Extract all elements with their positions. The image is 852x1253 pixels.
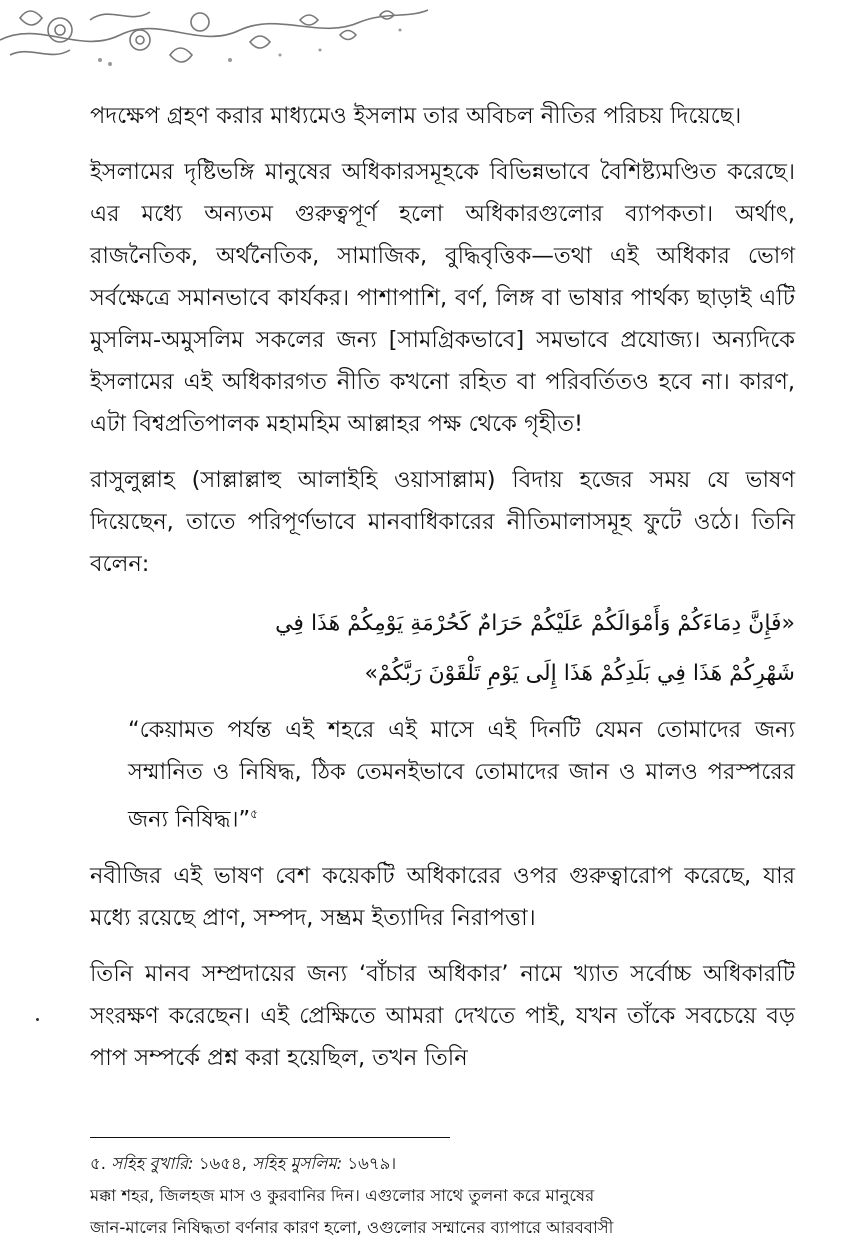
page-body bbox=[90, 95, 795, 1093]
footnotes bbox=[90, 1148, 800, 1244]
paragraph-4: নবীজির এই ভাষণ বেশ কয়েকটি অধিকারের ওপর গুরুত্বারোপ করেছে, যার মধ্যে রয়েছে প্রাণ, সম্পদ, সম্ভ্রম ইত্যাদির নিরাপত্তা। bbox=[90, 862, 795, 931]
footnote-number: ৫. bbox=[90, 1154, 106, 1173]
quote-text: “কেয়ামত পর্যন্ত এই শহরে এই মাসে এই দিনটি যেমন তোমাদের জন্য সম্মানিত ও নিষিদ্ধ, ঠিক তেমনইভাবে তোমাদের জান ও মালও পরস্পরের জন্য নিষিদ্ধ।” bbox=[128, 717, 795, 833]
arabic-line-2: شَهْرِكُمْ هَذَا فِي بَلَدِكُمْ هَذَا إِلَى يَوْمِ تَلْقَوْنَ رَبَّكُمْ» bbox=[364, 661, 795, 686]
footnote-num-2: ১৬৭৯। bbox=[347, 1154, 397, 1173]
footnote-num-1: ১৬৫৪, bbox=[198, 1154, 247, 1173]
footnote-ref: ৫ bbox=[250, 807, 258, 821]
translation-quote bbox=[90, 709, 795, 841]
footnote-source-2: সহিহ মুসলিম: bbox=[252, 1154, 343, 1173]
paragraph-5: তিনি মানব সম্প্রদায়ের জন্য ‘বাঁচার অধিকার’ নামে খ্যাত সর্বোচ্চ অধিকারটি সংরক্ষণ করেছেন। এই প্রেক্ষিতে আমরা দেখতে পাই, যখন তাঁকে সবচেয়ে বড় পাপ সম্পর্কে প্রশ্ন করা হয়েছিল, তখন তিনি bbox=[90, 960, 795, 1071]
footnote-line-2: মক্কা শহর, জিলহজ মাস ও কুরবানির দিন। এগুলোর সাথে তুলনা করে মানুষের bbox=[90, 1186, 595, 1205]
paragraph-3: রাসুলুল্লাহ (সাল্লাল্লাহু আলাইহি ওয়াসাল্লাম) বিদায় হজের সময় যে ভাষণ দিয়েছেন, তাতে পরিপূর্ণভাবে মানবাধিকারের নীতিমালাসমূহ ফুটে ওঠে। তিনি বলেন: bbox=[90, 467, 795, 577]
paragraph-1: পদক্ষেপ গ্রহণ করার মাধ্যমেও ইসলাম তার অবিচল নীতির পরিচয় দিয়েছে। bbox=[90, 103, 742, 129]
paragraph-2: ইসলামের দৃষ্টিভঙ্গি মানুষের অধিকারসমূহকে বিভিন্নভাবে বৈশিষ্ট্যমণ্ডিত করেছে। এর মধ্যে অন্যতম গুরুত্বপূর্ণ হলো অধিকারগুলোর ব্যাপকতা। অর্থাৎ, রাজনৈতিক, অর্থনৈতিক, সামাজিক, বুদ্ধিবৃত্তিক—তথা এই অধিকার ভোগ সর্বক্ষেত্রে সমানভাবে কার্যকর। পাশাপাশি, বর্ণ, লিঙ্গ বা ভাষার পার্থক্য ছাড়াই এটি মুসলিম-অমুসলিম সকলের জন্য [সামগ্রিকভাবে] সমভাবে প্রযোজ্য। অন্যদিকে ইসলামের এই অধিকারগত নীতি কখনো রহিত বা পরিবর্তিতও হবে না। কারণ, এটা বিশ্বপ্রতিপালক মহামহিম আল্লাহর পক্ষ থেকে গৃহীত! bbox=[90, 159, 795, 437]
footnote-divider bbox=[90, 1137, 450, 1138]
arabic-line-1: «فَإِنَّ دِمَاءَكُمْ وَأَمْوَالَكُمْ عَلَيْكُمْ حَرَامٌ كَحُرْمَةِ يَوْمِكُمْ هَذَا فِي bbox=[275, 611, 795, 636]
floral-ornament bbox=[0, 0, 430, 80]
stray-mark bbox=[36, 1018, 39, 1021]
footnote-source-1: সহিহ বুখারি: bbox=[111, 1154, 194, 1173]
arabic-hadith bbox=[90, 599, 795, 699]
footnote-line-3: জান-মালের নিষিদ্ধতা বর্ণনার কারণ হলো, ওগুলোর সম্মানের ব্যাপারে আরববাসী bbox=[90, 1218, 614, 1237]
footnote-line-1 bbox=[90, 1148, 800, 1180]
